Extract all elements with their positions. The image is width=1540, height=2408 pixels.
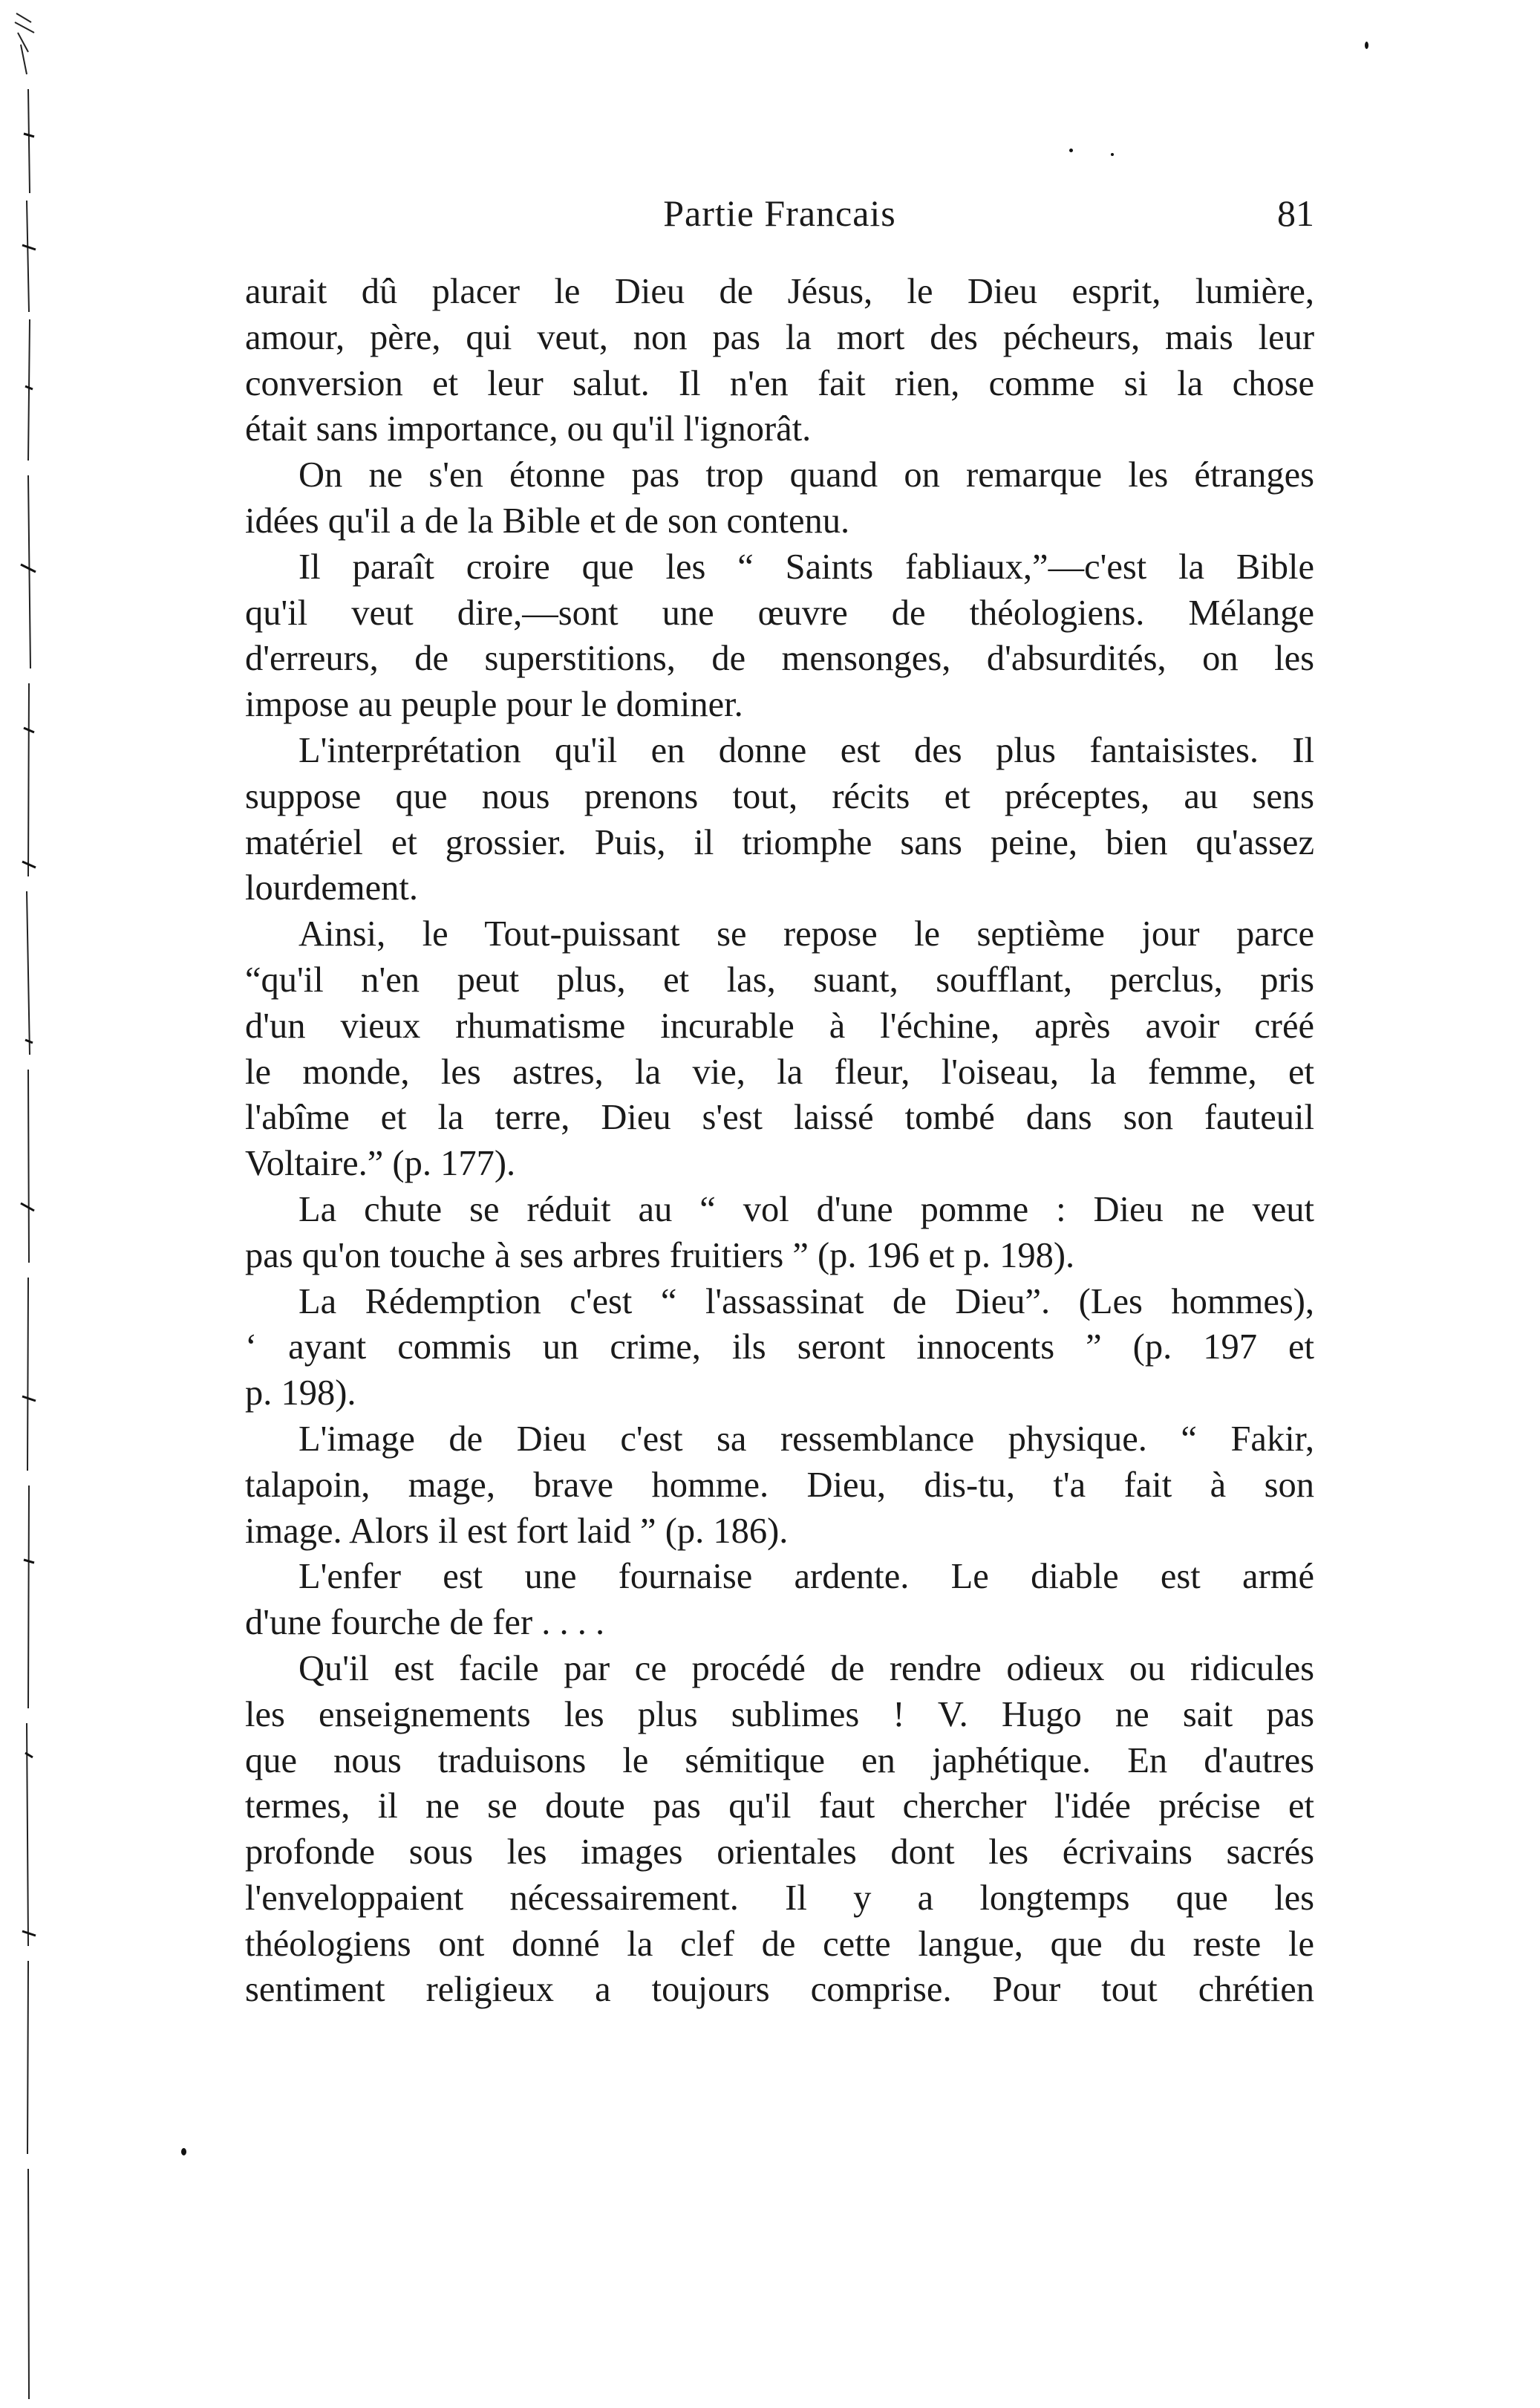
text-line: aurait dû placer le Dieu de Jésus, le Dieu esprit, lumière, <box>245 272 1314 311</box>
text-line: matériel et grossier. Puis, il triomphe sans peine, bien qu'assez <box>245 822 1314 862</box>
scan-speck <box>1111 153 1114 156</box>
text-line: La Rédemption c'est “ l'assassinat de Dieu”. (Les hommes), <box>298 1281 1314 1321</box>
text-line: talapoin, mage, brave homme. Dieu, dis-tu, t'a fait à son <box>245 1465 1314 1505</box>
text-line: amour, père, qui veut, non pas la mort des pécheurs, mais leur <box>245 317 1314 357</box>
paragraph <box>245 1416 1314 1554</box>
paragraph <box>245 1279 1314 1416</box>
scan-speck <box>1069 149 1073 152</box>
text-line: Il paraît croire que les “ Saints fabliaux,”—c'est la Bible <box>298 547 1314 587</box>
text-line: Qu'il est facile par ce procédé de rendre odieux ou ridicules <box>298 1648 1314 1688</box>
text-line: image. Alors il est fort laid ” (p. 186). <box>245 1511 789 1551</box>
paragraph <box>245 1187 1314 1279</box>
text-line: lourdement. <box>245 868 419 908</box>
page-header <box>245 192 1314 251</box>
text-line: impose au peuple pour le dominer. <box>245 685 743 725</box>
text-line: suppose que nous prenons tout, récits et préceptes, au sens <box>245 776 1314 816</box>
body-text <box>245 269 1314 2013</box>
text-line: L'image de Dieu c'est sa ressemblance physique. “ Fakir, <box>298 1419 1314 1459</box>
scan-speck <box>1365 42 1368 49</box>
paragraph <box>245 544 1314 728</box>
paragraph <box>245 728 1314 911</box>
text-line: “qu'il n'en peut plus, et las, suant, soufflant, perclus, pris <box>245 960 1314 1000</box>
text-line: Ainsi, le Tout-puissant se repose le septième jour parce <box>298 914 1314 954</box>
text-line: p. 198). <box>245 1373 356 1413</box>
text-line: d'erreurs, de superstitions, de mensonges, d'absurdités, on les <box>245 639 1314 679</box>
text-line: d'une fourche de fer . . . . <box>245 1603 605 1643</box>
text-line: l'enveloppaient nécessairement. Il y a longtemps que les <box>245 1878 1314 1918</box>
text-line: Voltaire.” (p. 177). <box>245 1144 516 1184</box>
paragraph <box>245 1554 1314 1646</box>
text-line: profonde sous les images orientales dont les écrivains sacrés <box>245 1832 1314 1872</box>
text-line: était sans importance, ou qu'il l'ignorât. <box>245 409 812 449</box>
text-line: l'abîme et la terre, Dieu s'est laissé tombé dans son fauteuil <box>245 1098 1314 1138</box>
text-line: le monde, les astres, la vie, la fleur, l'oiseau, la femme, et <box>245 1052 1314 1092</box>
paragraph <box>245 269 1314 452</box>
text-line: L'interprétation qu'il en donne est des plus fantaisistes. Il <box>298 730 1314 770</box>
text-line: sentiment religieux a toujours comprise. Pour tout chrétien <box>245 1970 1314 2010</box>
text-line: conversion et leur salut. Il n'en fait rien, comme si la chose <box>245 363 1314 403</box>
text-line: qu'il veut dire,—sont une œuvre de théologiens. Mélange <box>245 593 1314 633</box>
text-line: idées qu'il a de la Bible et de son contenu. <box>245 501 850 541</box>
text-line: pas qu'on touche à ses arbres fruitiers ” (p. 196 et p. 198). <box>245 1235 1075 1275</box>
scan-gutter-noise <box>6 0 39 2408</box>
text-line: que nous traduisons le sémitique en japhétique. En d'autres <box>245 1740 1314 1780</box>
paragraph <box>245 452 1314 544</box>
page-number: 81 <box>1277 192 1314 234</box>
text-line: ‘ ayant commis un crime, ils seront innocents ” (p. 197 et <box>245 1327 1314 1367</box>
text-line: L'enfer est une fournaise ardente. Le diable est armé <box>298 1557 1314 1597</box>
text-line: La chute se réduit au “ vol d'une pomme : Dieu ne veut <box>298 1189 1314 1229</box>
text-line: termes, il ne se doute pas qu'il faut chercher l'idée précise et <box>245 1786 1314 1826</box>
text-line: On ne s'en étonne pas trop quand on remarque les étranges <box>298 455 1314 495</box>
paragraph <box>245 1646 1314 2013</box>
text-line: d'un vieux rhumatisme incurable à l'échine, après avoir créé <box>245 1006 1314 1046</box>
scan-speck <box>181 2148 186 2155</box>
text-line: théologiens ont donné la clef de cette langue, que du reste le <box>245 1924 1314 1964</box>
text-line: les enseignements les plus sublimes ! V. Hugo ne sait pas <box>245 1694 1314 1734</box>
running-title: Partie Francais <box>663 192 896 234</box>
paragraph <box>245 911 1314 1187</box>
